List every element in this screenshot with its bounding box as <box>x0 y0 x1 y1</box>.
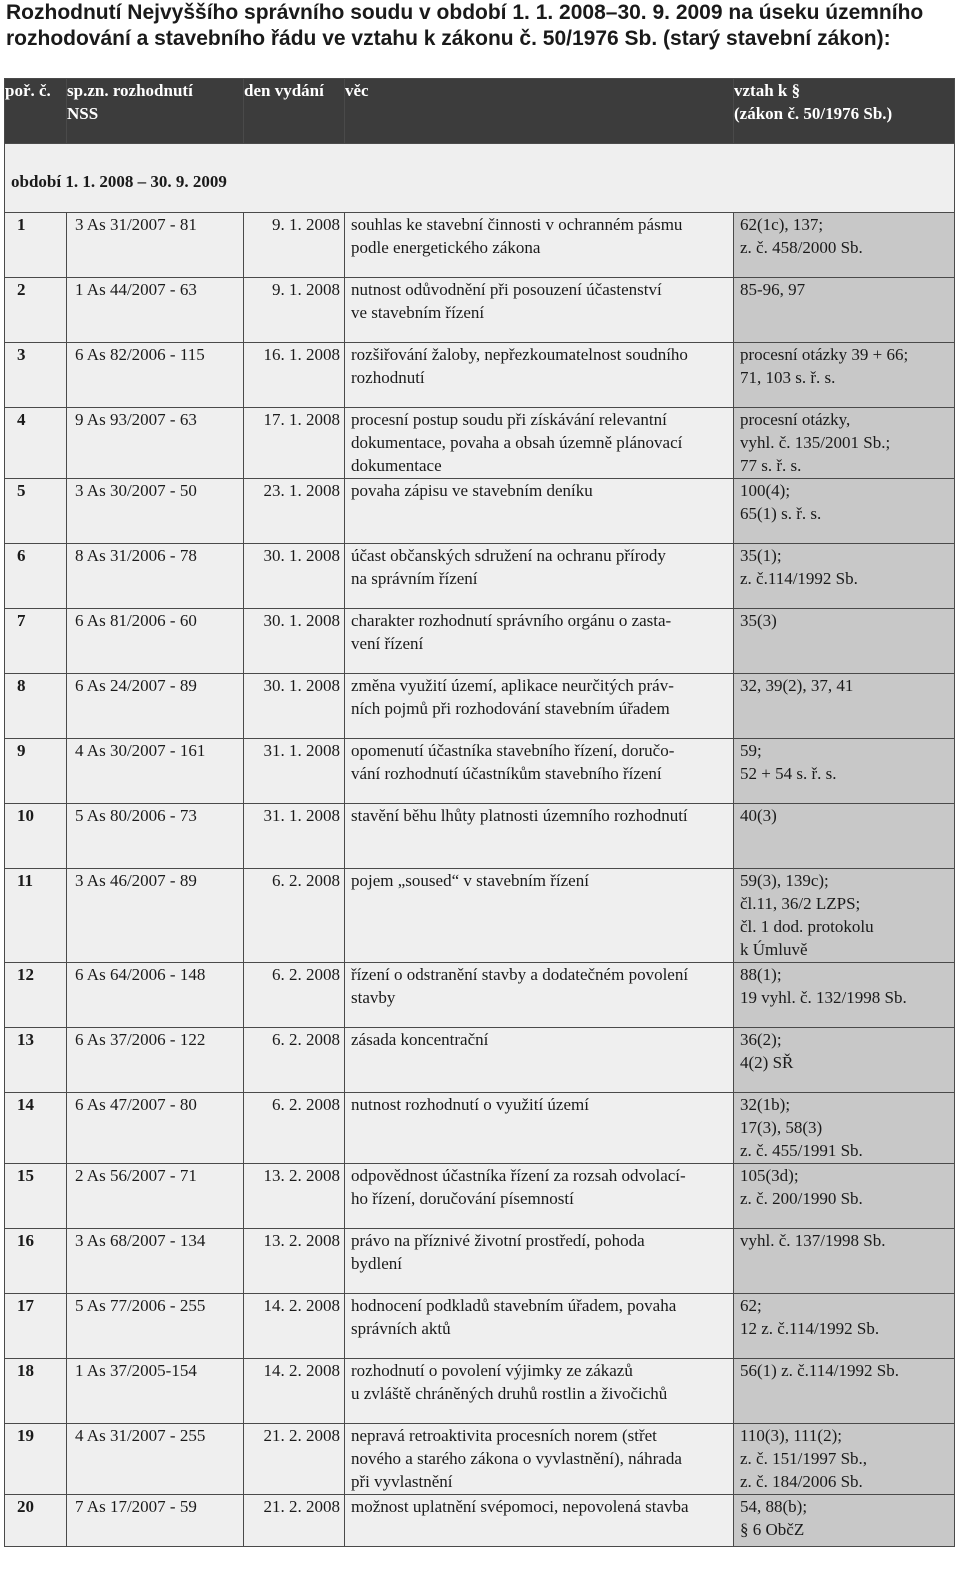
relation-cell-line: 52 + 54 s. ř. s. <box>740 764 837 783</box>
case-number: 4 As 30/2007 - 161 <box>67 739 244 804</box>
relation-cell-line: z. č. 184/2006 Sb. <box>740 1472 863 1491</box>
case-number: 4 As 31/2007 - 255 <box>67 1424 244 1495</box>
relation-cell-line: 88(1); <box>740 965 782 984</box>
subject-cell <box>345 739 734 804</box>
subject-cell <box>345 1164 734 1229</box>
page-title <box>6 0 956 52</box>
issue-date: 9. 1. 2008 <box>244 278 345 343</box>
subject-cell <box>345 1093 734 1164</box>
subject-cell-line: vání rozhodnutí účastníkům stavebního řízení <box>351 764 662 783</box>
relation-cell-line: z. č. 458/2000 Sb. <box>740 238 863 257</box>
table-row <box>5 479 955 544</box>
relation-cell <box>734 1359 955 1424</box>
issue-date: 23. 1. 2008 <box>244 479 345 544</box>
subject-cell <box>345 544 734 609</box>
subject-cell-line: bydlení <box>351 1254 402 1273</box>
relation-cell-line: čl.11, 36/2 LZPS; <box>740 894 861 913</box>
row-number: 11 <box>5 869 67 963</box>
subject-cell <box>345 1359 734 1424</box>
subject-cell-line: povaha zápisu ve stavebním deníku <box>351 481 593 500</box>
table-row <box>5 343 955 408</box>
issue-date: 31. 1. 2008 <box>244 804 345 869</box>
subject-cell-line: právo na příznivé životní prostředí, pohoda <box>351 1231 645 1250</box>
issue-date: 13. 2. 2008 <box>244 1164 345 1229</box>
table-row <box>5 278 955 343</box>
subject-cell-line: dokumentace <box>351 456 442 475</box>
decisions-table <box>4 78 955 1547</box>
subject-cell-line: charakter rozhodnutí správního orgánu o zasta- <box>351 611 672 630</box>
row-number: 15 <box>5 1164 67 1229</box>
relation-cell <box>734 1028 955 1093</box>
relation-cell-line: procesní otázky, <box>740 410 851 429</box>
subject-cell <box>345 963 734 1028</box>
subject-cell-line: hodnocení podkladů stavebním úřadem, povaha <box>351 1296 677 1315</box>
relation-cell-line: 65(1) s. ř. s. <box>740 504 822 523</box>
case-number: 3 As 46/2007 - 89 <box>67 869 244 963</box>
relation-cell <box>734 1164 955 1229</box>
header-subject: věc <box>345 79 734 144</box>
row-number: 18 <box>5 1359 67 1424</box>
subject-cell-line: při vyvlastnění <box>351 1472 453 1491</box>
header-spzn <box>67 79 244 144</box>
period-section <box>5 144 955 213</box>
period-label: období 1. 1. 2008 – 30. 9. 2009 <box>5 144 955 213</box>
table-row <box>5 869 955 963</box>
subject-cell-line: stavby <box>351 988 396 1007</box>
relation-cell <box>734 213 955 278</box>
table-row <box>5 963 955 1028</box>
relation-cell-line: vyhl. č. 135/2001 Sb.; <box>740 433 891 452</box>
case-number: 1 As 37/2005-154 <box>67 1359 244 1424</box>
relation-cell-line: 12 z. č.114/1992 Sb. <box>740 1319 880 1338</box>
row-number: 13 <box>5 1028 67 1093</box>
title-line-2: rozhodování a stavebního řádu ve vztahu k zákonu č. 50/1976 Sb. (starý stavební zákon): <box>6 27 891 50</box>
relation-cell-line: 62(1c), 137; <box>740 215 824 234</box>
subject-cell <box>345 1294 734 1359</box>
issue-date: 14. 2. 2008 <box>244 1294 345 1359</box>
relation-cell <box>734 1495 955 1547</box>
issue-date: 21. 2. 2008 <box>244 1495 345 1547</box>
table-row <box>5 1028 955 1093</box>
subject-cell-line: nového a starého zákona o vyvlastnění), náhrada <box>351 1449 682 1468</box>
case-number: 5 As 80/2006 - 73 <box>67 804 244 869</box>
relation-cell <box>734 739 955 804</box>
case-number: 3 As 31/2007 - 81 <box>67 213 244 278</box>
relation-cell-line: 40(3) <box>740 806 777 825</box>
subject-cell <box>345 869 734 963</box>
subject-cell <box>345 1229 734 1294</box>
case-number: 2 As 56/2007 - 71 <box>67 1164 244 1229</box>
issue-date: 6. 2. 2008 <box>244 1028 345 1093</box>
subject-cell-line: procesní postup soudu při získávání relevantní <box>351 410 667 429</box>
title-line-1: Rozhodnutí Nejvyššího správního soudu v období 1. 1. 2008–30. 9. 2009 na úseku územního <box>6 1 924 24</box>
row-number: 9 <box>5 739 67 804</box>
relation-cell-line: 35(3) <box>740 611 777 630</box>
subject-cell-line: nepravá retroaktivita procesních norem (střet <box>351 1426 657 1445</box>
relation-cell-line: 62; <box>740 1296 762 1315</box>
table-row <box>5 609 955 674</box>
row-number: 1 <box>5 213 67 278</box>
case-number: 6 As 47/2007 - 80 <box>67 1093 244 1164</box>
subject-cell-line: souhlas ke stavební činnosti v ochranném pásmu <box>351 215 683 234</box>
case-number: 6 As 82/2006 - 115 <box>67 343 244 408</box>
issue-date: 6. 2. 2008 <box>244 869 345 963</box>
table-row <box>5 739 955 804</box>
subject-cell <box>345 408 734 479</box>
table-row <box>5 544 955 609</box>
header-relation-line2: (zákon č. 50/1976 Sb.) <box>734 104 893 123</box>
relation-cell-line: 71, 103 s. ř. s. <box>740 368 836 387</box>
row-number: 8 <box>5 674 67 739</box>
subject-cell <box>345 1028 734 1093</box>
row-number: 12 <box>5 963 67 1028</box>
subject-cell <box>345 674 734 739</box>
relation-cell <box>734 1424 955 1495</box>
relation-cell-line: 105(3d); <box>740 1166 799 1185</box>
subject-cell <box>345 343 734 408</box>
subject-cell-line: nutnost odůvodnění při posouzení účastenství <box>351 280 662 299</box>
relation-cell-line: z. č. 151/1997 Sb., <box>740 1449 868 1468</box>
row-number: 14 <box>5 1093 67 1164</box>
subject-cell-line: ních pojmů při rozhodování stavebním úřadem <box>351 699 670 718</box>
subject-cell-line: pojem „soused“ v stavebním řízení <box>351 871 589 890</box>
issue-date: 16. 1. 2008 <box>244 343 345 408</box>
relation-cell-line: 4(2) SŘ <box>740 1053 794 1072</box>
subject-cell-line: nutnost rozhodnutí o využití území <box>351 1095 589 1114</box>
case-number: 9 As 93/2007 - 63 <box>67 408 244 479</box>
row-number: 5 <box>5 479 67 544</box>
subject-cell-line: u zvláště chráněných druhů rostlin a živočichů <box>351 1384 668 1403</box>
subject-cell-line: vení řízení <box>351 634 424 653</box>
relation-cell-line: 56(1) z. č.114/1992 Sb. <box>740 1361 899 1380</box>
table-row <box>5 408 955 479</box>
table-row <box>5 1229 955 1294</box>
row-number: 20 <box>5 1495 67 1547</box>
table-row <box>5 1164 955 1229</box>
relation-cell <box>734 343 955 408</box>
issue-date: 30. 1. 2008 <box>244 544 345 609</box>
case-number: 3 As 30/2007 - 50 <box>67 479 244 544</box>
case-number: 8 As 31/2006 - 78 <box>67 544 244 609</box>
table-row <box>5 213 955 278</box>
case-number: 5 As 77/2006 - 255 <box>67 1294 244 1359</box>
issue-date: 6. 2. 2008 <box>244 963 345 1028</box>
table-row <box>5 1093 955 1164</box>
row-number: 19 <box>5 1424 67 1495</box>
subject-cell-line: dokumentace, povaha a obsah územně plánovací <box>351 433 683 452</box>
issue-date: 31. 1. 2008 <box>244 739 345 804</box>
issue-date: 9. 1. 2008 <box>244 213 345 278</box>
subject-cell <box>345 278 734 343</box>
relation-cell-line: 36(2); <box>740 1030 782 1049</box>
subject-cell-line: účast občanských sdružení na ochranu přírody <box>351 546 666 565</box>
row-number: 7 <box>5 609 67 674</box>
relation-cell <box>734 1294 955 1359</box>
relation-cell-line: 110(3), 111(2); <box>740 1426 842 1445</box>
issue-date: 14. 2. 2008 <box>244 1359 345 1424</box>
subject-cell <box>345 213 734 278</box>
table-row <box>5 1359 955 1424</box>
subject-cell <box>345 609 734 674</box>
header-spzn-line2: NSS <box>67 104 99 123</box>
relation-cell <box>734 408 955 479</box>
header-spzn-line1: sp.zn. rozhodnutí <box>67 81 193 100</box>
subject-cell-line: možnost uplatnění svépomoci, nepovolená stavba <box>351 1497 689 1516</box>
case-number: 6 As 24/2007 - 89 <box>67 674 244 739</box>
subject-cell <box>345 804 734 869</box>
subject-cell-line: odpovědnost účastníka řízení za rozsah odvolací- <box>351 1166 686 1185</box>
relation-cell-line: z. č.114/1992 Sb. <box>740 569 858 588</box>
subject-cell <box>345 1424 734 1495</box>
relation-cell-line: 59(3), 139c); <box>740 871 829 890</box>
case-number: 7 As 17/2007 - 59 <box>67 1495 244 1547</box>
header-num: poř. č. <box>5 79 67 144</box>
subject-cell-line: zásada koncentrační <box>351 1030 489 1049</box>
header-relation-line1: vztah k § <box>734 81 801 100</box>
case-number: 6 As 37/2006 - 122 <box>67 1028 244 1093</box>
relation-cell-line: z. č. 200/1990 Sb. <box>740 1189 863 1208</box>
row-number: 6 <box>5 544 67 609</box>
subject-cell-line: ve stavebním řízení <box>351 303 485 322</box>
relation-cell-line: čl. 1 dod. protokolu <box>740 917 874 936</box>
relation-cell-line: 77 s. ř. s. <box>740 456 802 475</box>
case-number: 6 As 64/2006 - 148 <box>67 963 244 1028</box>
row-number: 17 <box>5 1294 67 1359</box>
header-relation <box>734 79 955 144</box>
case-number: 3 As 68/2007 - 134 <box>67 1229 244 1294</box>
subject-cell-line: správních aktů <box>351 1319 451 1338</box>
subject-cell-line: ho řízení, doručování písemností <box>351 1189 574 1208</box>
subject-cell-line: na správním řízení <box>351 569 478 588</box>
subject-cell <box>345 1495 734 1547</box>
subject-cell-line: změna využití území, aplikace neurčitých práv- <box>351 676 674 695</box>
relation-cell <box>734 1093 955 1164</box>
issue-date: 30. 1. 2008 <box>244 609 345 674</box>
table-row <box>5 1294 955 1359</box>
table-row <box>5 674 955 739</box>
relation-cell-line: 17(3), 58(3) <box>740 1118 823 1137</box>
subject-cell-line: rozhodnutí o povolení výjimky ze zákazů <box>351 1361 633 1380</box>
relation-cell <box>734 278 955 343</box>
relation-cell-line: 35(1); <box>740 546 782 565</box>
table-row <box>5 1495 955 1547</box>
relation-cell-line: 85-96, 97 <box>740 280 806 299</box>
relation-cell-line: § 6 ObčZ <box>740 1520 805 1539</box>
table-body <box>5 213 955 1547</box>
case-number: 6 As 81/2006 - 60 <box>67 609 244 674</box>
issue-date: 13. 2. 2008 <box>244 1229 345 1294</box>
issue-date: 17. 1. 2008 <box>244 408 345 479</box>
row-number: 3 <box>5 343 67 408</box>
relation-cell-line: procesní otázky 39 + 66; <box>740 345 909 364</box>
subject-cell <box>345 479 734 544</box>
relation-cell <box>734 674 955 739</box>
subject-cell-line: rozšiřování žaloby, nepřezkoumatelnost soudního <box>351 345 688 364</box>
relation-cell <box>734 544 955 609</box>
relation-cell-line: vyhl. č. 137/1998 Sb. <box>740 1231 886 1250</box>
issue-date: 21. 2. 2008 <box>244 1424 345 1495</box>
relation-cell-line: 100(4); <box>740 481 791 500</box>
table-row <box>5 804 955 869</box>
subject-cell-line: stavění běhu lhůty platnosti územního rozhodnutí <box>351 806 688 825</box>
relation-cell-line: 54, 88(b); <box>740 1497 808 1516</box>
table-row <box>5 1424 955 1495</box>
relation-cell-line: z. č. 455/1991 Sb. <box>740 1141 863 1160</box>
relation-cell <box>734 963 955 1028</box>
relation-cell <box>734 804 955 869</box>
relation-cell-line: 32(1b); <box>740 1095 791 1114</box>
table-header <box>5 79 955 144</box>
relation-cell-line: 19 vyhl. č. 132/1998 Sb. <box>740 988 907 1007</box>
relation-cell-line: k Úmluvě <box>740 940 808 959</box>
relation-cell-line: 59; <box>740 741 762 760</box>
subject-cell-line: opomenutí účastníka stavebního řízení, doručo- <box>351 741 675 760</box>
relation-cell <box>734 479 955 544</box>
row-number: 16 <box>5 1229 67 1294</box>
relation-cell <box>734 609 955 674</box>
subject-cell-line: podle energetického zákona <box>351 238 541 257</box>
subject-cell-line: rozhodnutí <box>351 368 425 387</box>
relation-cell <box>734 869 955 963</box>
relation-cell <box>734 1229 955 1294</box>
row-number: 2 <box>5 278 67 343</box>
issue-date: 30. 1. 2008 <box>244 674 345 739</box>
issue-date: 6. 2. 2008 <box>244 1093 345 1164</box>
subject-cell-line: řízení o odstranění stavby a dodatečném povolení <box>351 965 689 984</box>
header-date: den vydání <box>244 79 345 144</box>
row-number: 4 <box>5 408 67 479</box>
row-number: 10 <box>5 804 67 869</box>
relation-cell-line: 32, 39(2), 37, 41 <box>740 676 854 695</box>
case-number: 1 As 44/2007 - 63 <box>67 278 244 343</box>
